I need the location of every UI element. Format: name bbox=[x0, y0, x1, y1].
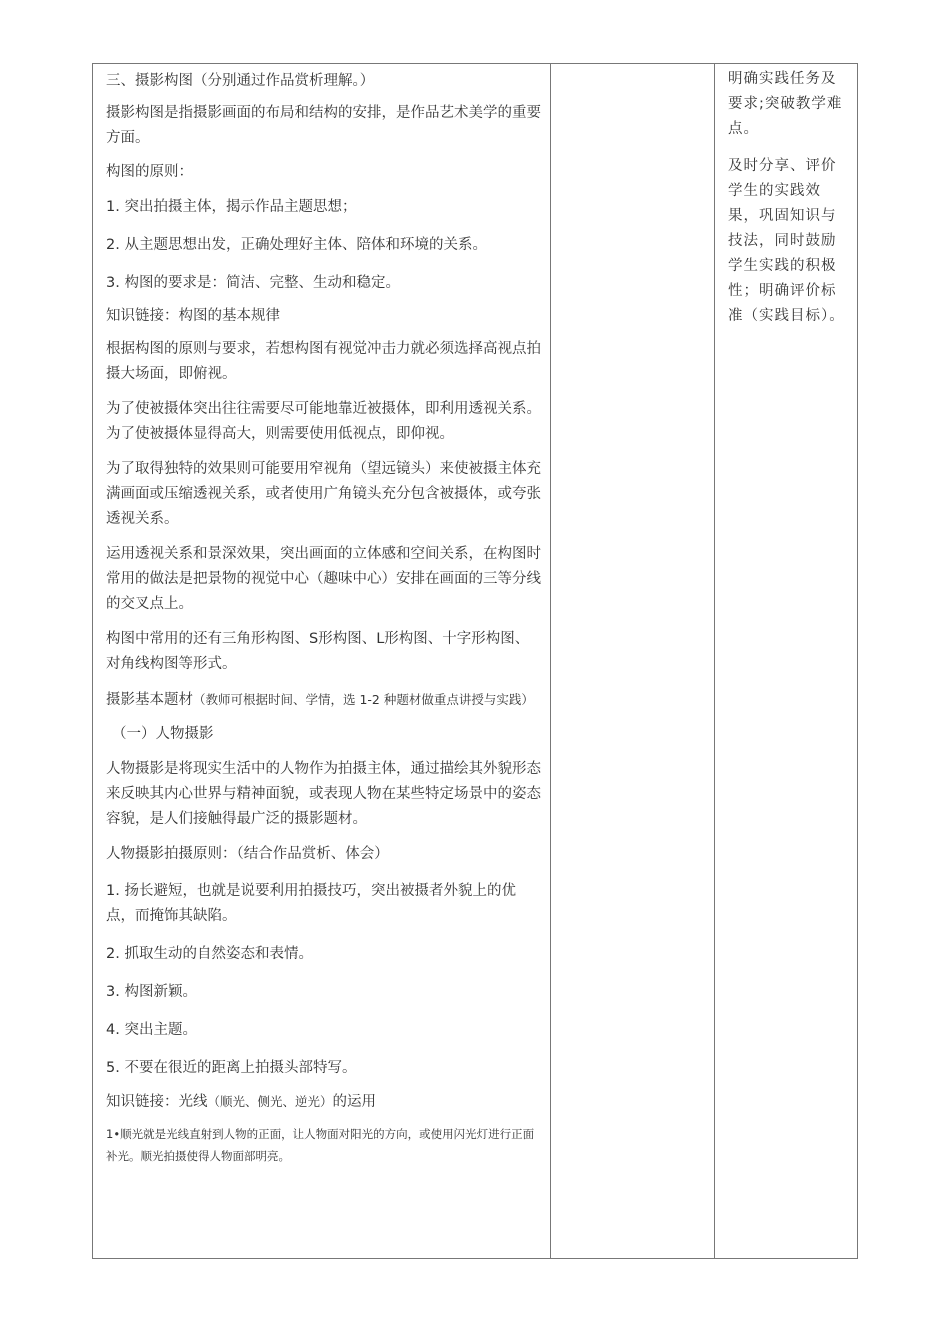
portrait-principle: 4. 突出主题。 bbox=[106, 1022, 197, 1038]
portrait-principle: 3. 构图新颖。 bbox=[106, 984, 197, 1000]
composition-rule: 根据构图的原则与要求，若想构图有视觉冲击力就必须选择高视点拍摄大场面，即俯视。 bbox=[106, 341, 541, 382]
knowledge-link-heading: 知识链接：构图的基本规律 bbox=[106, 308, 280, 324]
lighting-link-suffix: 的运用 bbox=[332, 1094, 377, 1110]
front-light-description: 1•顺光就是光线直射到人物的正面，让人物面对阳光的方向，或使用闪光灯进行正面补光。顺光拍摄使得人物面部明亮。 bbox=[106, 1127, 535, 1163]
notes-column bbox=[715, 64, 857, 1258]
teaching-note: 明确实践任务及要求;突破教学难点。 bbox=[728, 71, 843, 137]
portrait-principle: 5. 不要在很近的距离上拍摄头部特写。 bbox=[106, 1060, 357, 1076]
content-column bbox=[93, 64, 551, 1258]
composition-definition: 摄影构图是指摄影画面的布局和结构的安排，是作品艺术美学的重要方面。 bbox=[106, 105, 541, 146]
portrait-principle: 2. 抓取生动的自然姿态和表情。 bbox=[106, 946, 313, 962]
lighting-knowledge-link bbox=[106, 1089, 542, 1115]
portrait-principle: 1. 扬长避短，也就是说要利用拍摄技巧，突出被摄者外貌上的优点，而掩饰其缺陷。 bbox=[106, 883, 516, 924]
portrait-principles-heading: 人物摄影拍摄原则：（结合作品赏析、体会） bbox=[106, 846, 389, 862]
subjects-note: （教师可根据时间、学情，选 1-2 种题材做重点讲授与实践） bbox=[193, 692, 534, 707]
lighting-link-prefix: 知识链接：光线 bbox=[106, 1094, 208, 1110]
subjects-heading bbox=[106, 687, 542, 713]
lesson-table bbox=[92, 63, 858, 1259]
principle-item: 1. 突出拍摄主体，揭示作品主题思想； bbox=[106, 199, 357, 215]
principle-item: 2. 从主题思想出发，正确处理好主体、陪体和环境的关系。 bbox=[106, 237, 487, 253]
section-title: 三、摄影构图（分别通过作品赏析理解。） bbox=[106, 73, 375, 89]
composition-rule: 为了取得独特的效果则可能要用窄视角（望远镜头）来使被摄主体充满画面或压缩透视关系，或者使用广角镜头充分包含被摄体，或夸张透视关系。 bbox=[106, 461, 541, 527]
composition-rule: 构图中常用的还有三角形构图、S形构图、L形构图、十字形构图、对角线构图等形式。 bbox=[106, 631, 530, 672]
teaching-note: 及时分享、评价学生的实践效果，巩固知识与技法，同时鼓励学生实践的积极性；明确评价标准（实践目标）。 bbox=[728, 158, 845, 324]
lighting-link-note: （顺光、侧光、逆光） bbox=[207, 1094, 333, 1109]
composition-rule: 为了使被摄体突出往往需要尽可能地靠近被摄体，即利用透视关系。为了使被摄体显得高大，则需要使用低视点，即仰视。 bbox=[106, 401, 541, 442]
composition-rule: 运用透视关系和景深效果，突出画面的立体感和空间关系，在构图时常用的做法是把景物的视觉中心（趣味中心）安排在画面的三等分线的交叉点上。 bbox=[106, 546, 541, 612]
principles-heading: 构图的原则： bbox=[106, 164, 193, 180]
portrait-heading: （一）人物摄影 bbox=[112, 726, 214, 742]
empty-column bbox=[551, 64, 715, 1258]
principle-item: 3. 构图的要求是：简洁、完整、生动和稳定。 bbox=[106, 275, 400, 291]
subjects-title: 摄影基本题材 bbox=[106, 692, 193, 708]
portrait-description: 人物摄影是将现实生活中的人物作为拍摄主体，通过描绘其外貌形态来反映其内心世界与精神面貌，或表现人物在某些特定场景中的姿态容貌，是人们接触得最广泛的摄影题材。 bbox=[106, 761, 541, 827]
